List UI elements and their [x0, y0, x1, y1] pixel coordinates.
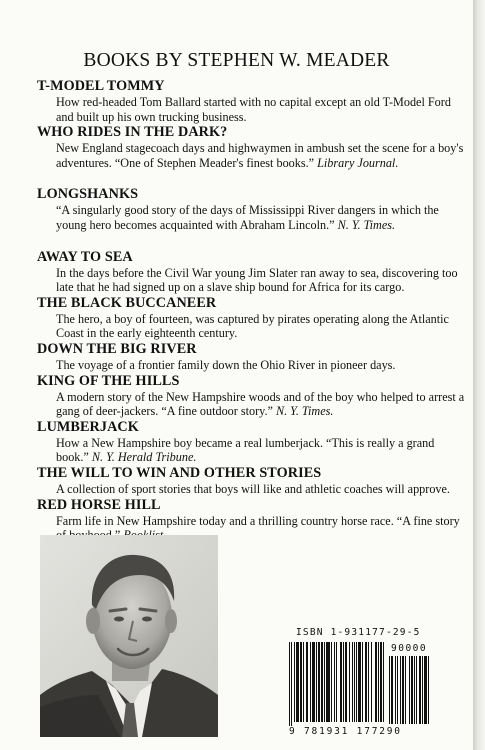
book-title: KING OF THE HILLS: [37, 372, 180, 389]
description-text: “A singularly good story of the days of Mississippi River dangers in which the young hero becomes acquainted with Abraham Lincoln.”: [56, 203, 439, 232]
barcode-addon-bar: [419, 656, 421, 724]
barcode-bar: [300, 642, 302, 722]
page-heading: BOOKS BY STEPHEN W. MEADER: [83, 50, 390, 71]
barcode-bar: [371, 642, 372, 722]
barcode-digits: 9 781931 177290: [289, 726, 402, 737]
book-title: AWAY TO SEA: [37, 248, 133, 265]
barcode-bar: [334, 642, 335, 722]
barcode-bar: [296, 642, 299, 722]
book-description: [37, 95, 465, 124]
book-title: LONGSHANKS: [37, 186, 139, 203]
book-entry: [37, 465, 465, 497]
barcode-addon-bar: [395, 656, 396, 724]
book-title: THE WILL TO WIN AND OTHER STORIES: [37, 464, 322, 481]
barcode-addon-bar: [405, 656, 406, 724]
description-text: New England stagecoach days and highwaymen in ambush set the scene for a boy's adventures. “One of Stephen Meader's finest books.”: [56, 141, 464, 170]
barcode-bar: [318, 642, 320, 722]
book-description: [37, 358, 465, 373]
barcode-bar: [375, 642, 377, 722]
barcode-bars: [289, 642, 384, 726]
description-text: How a New Hampshire boy became a real lumberjack. “This is really a grand book.”: [56, 435, 435, 465]
review-source: N. Y. Times.: [337, 217, 396, 232]
barcode-addon-bar: [428, 656, 429, 724]
book-description: [37, 141, 465, 170]
description-text: A collection of sport stories that boys will like and athletic coaches will approve.: [56, 481, 450, 496]
author-portrait-photo: [40, 535, 218, 737]
book-title: THE BLACK BUCCANEER: [37, 294, 217, 311]
barcode-bar: [378, 642, 379, 722]
barcode-addon-bar: [389, 656, 390, 724]
book-title: LUMBERJACK: [37, 418, 139, 435]
barcode-bar: [289, 642, 290, 726]
barcode-addon-bar: [402, 656, 404, 724]
barcode-bar: [303, 642, 304, 722]
book-description: [37, 390, 465, 419]
book-entry: [37, 78, 465, 124]
barcode-addon-bar: [400, 656, 401, 724]
book-description: [37, 203, 465, 232]
barcode-bar: [331, 642, 332, 722]
description-text: Farm life in New Hampshire today and a thrilling country horse race. “A fine story: [56, 513, 460, 528]
barcode-bar: [294, 642, 295, 722]
barcode-bar: [306, 642, 308, 722]
book-description: [37, 312, 465, 341]
description-text: The hero, a boy of fourteen, was captured by pirates operating along the Atlantic Coast in the early eighteenth century.: [56, 311, 449, 341]
description-text: A modern story of the New Hampshire woods and of the boy who helped to arrest a gang of deer-jackers. “A fine outdoor story.”: [56, 389, 465, 419]
barcode-bar: [336, 642, 337, 722]
barcode-addon-bars: [389, 656, 431, 724]
book-description: [37, 266, 465, 295]
portrait-illustration: [40, 535, 218, 737]
barcode-bar: [291, 642, 292, 726]
book-description: [37, 482, 465, 497]
barcode-addon-number: 90000: [391, 643, 428, 654]
barcode-bar: [368, 642, 369, 722]
barcode-addon-bar: [416, 656, 417, 724]
description-text: The voyage of a frontier family down the Ohio River in pioneer days.: [56, 357, 396, 372]
barcode-bar: [326, 642, 330, 722]
review-source: N. Y. Herald Tribune.: [91, 450, 197, 465]
barcode-bar: [362, 642, 363, 722]
book-description: [37, 436, 465, 465]
barcode-bar: [324, 642, 325, 722]
book-entry: [37, 373, 465, 419]
book-title: WHO RIDES IN THE DARK?: [37, 124, 228, 141]
barcode-addon-bar: [422, 656, 423, 724]
barcode-bar: [383, 642, 384, 722]
barcode-bar: [316, 642, 317, 722]
book-entry: [37, 186, 465, 232]
page-edge: [473, 0, 485, 750]
isbn-label: ISBN 1-931177-29-5: [296, 627, 421, 638]
barcode-bar: [321, 642, 323, 722]
book-entry: [37, 249, 465, 295]
barcode-bar: [352, 642, 353, 722]
barcode-bar: [365, 642, 367, 722]
barcode-addon-bar: [391, 656, 393, 724]
isbn-barcode: [281, 620, 441, 745]
barcode-addon-bar: [397, 656, 398, 724]
barcode-bar: [349, 642, 350, 722]
barcode-bar: [358, 642, 361, 722]
book-entry: [37, 124, 465, 170]
book-list: [37, 78, 465, 543]
barcode-addon-bar: [409, 656, 410, 724]
barcode-bar: [356, 642, 357, 722]
book-entry: [37, 295, 465, 341]
barcode-addon-bar: [411, 656, 413, 724]
barcode-bar: [343, 642, 344, 722]
book-title: T-MODEL TOMMY: [37, 78, 165, 94]
review-source: N. Y. Times.: [275, 404, 334, 419]
barcode-addon-bar: [414, 656, 415, 724]
description-text: In the days before the Civil War young Jim Slater ran away to sea, discovering too late that he had signed up on a slave ship bound for Africa for its cargo.: [56, 265, 458, 295]
review-source: Library Journal.: [317, 155, 399, 170]
barcode-bar: [345, 642, 347, 722]
book-entry: [37, 419, 465, 465]
book-title: DOWN THE BIG RIVER: [37, 340, 197, 357]
book-entry: [37, 341, 465, 373]
barcode-bar: [354, 642, 355, 722]
barcode-bar: [312, 642, 315, 722]
barcode-bar: [310, 642, 311, 722]
barcode-bar: [380, 642, 382, 722]
description-text: How red-headed Tom Ballard started with no capital except an old T-Model Ford and built up his own trucking business.: [56, 95, 451, 124]
book-title: RED HORSE HILL: [37, 496, 161, 513]
barcode-bar: [340, 642, 342, 722]
barcode-addon-bar: [424, 656, 427, 724]
